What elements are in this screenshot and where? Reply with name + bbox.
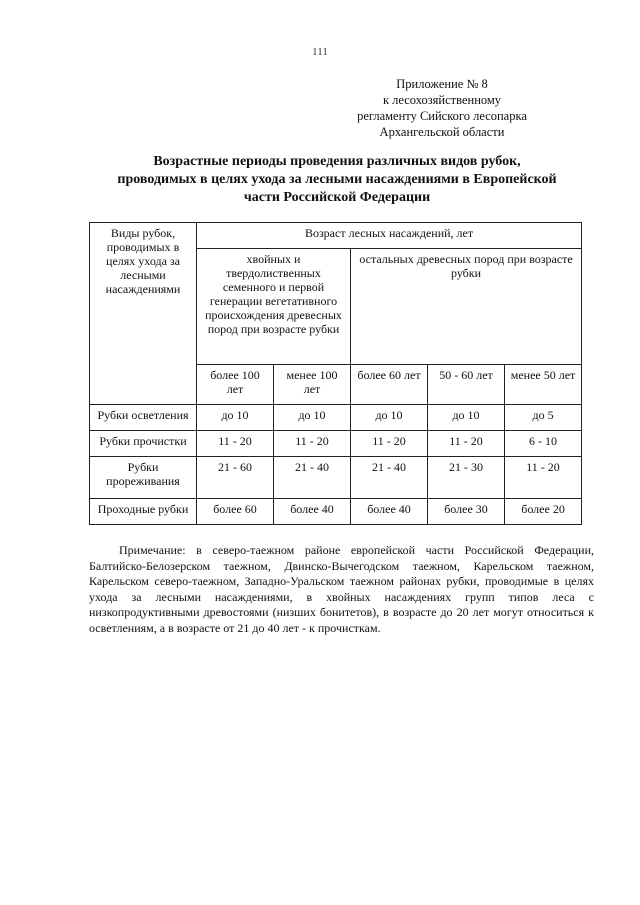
table-cell: 21 - 40 [274,457,351,499]
table-cell: до 5 [505,405,582,431]
appendix-reference [332,76,552,140]
age-header: Возраст лесных насаждений, лет [197,223,582,249]
subheader-cell: 50 - 60 лет [428,365,505,405]
table-cell: 21 - 60 [197,457,274,499]
group-header-other: остальных древесных пород при возрасте рубки [351,249,582,365]
row-label: Проходные рубки [90,499,197,525]
table-cell: более 40 [274,499,351,525]
table-cell: 11 - 20 [428,431,505,457]
group-header-coniferous: хвойных и твердолиственных семенного и первой генерации вегетативного происхождения древесных пород при возрасте рубки [197,249,351,365]
table-cell: до 10 [351,405,428,431]
table-cell: 11 - 20 [505,457,582,499]
table-row [90,499,582,525]
corner-header: Виды рубок, проводимых в целях ухода за лесными насаждениями [90,223,197,405]
document-title [92,153,582,207]
row-label: Рубки прореживания [90,457,197,499]
table-row [90,457,582,499]
subheader-cell: более 60 лет [351,365,428,405]
title-line: Возрастные периоды проведения различных видов рубок, [153,154,521,169]
table-row [90,431,582,457]
page-number: 111 [312,46,328,58]
table-cell: до 10 [197,405,274,431]
title-line: проводимых в целях ухода за лесными насаждениями в Европейской [117,172,557,187]
table-cell: до 10 [428,405,505,431]
footnote-text: Примечание: в северо-таежном районе европейской части Российской Федерации, Балтийско-Белозерском таежном, Двинско-Вычегодском таежном, Карельском таежном, Карельском северо-таежном, Западно-Уральском таежном районах рубки, проводимые в целях ухода за лесными насаждениями, в хвойных насаждениях групп типов леса с низкопродуктивными древостоями (низших бонитетов), в возрасте до 20 лет могут относиться к осветлениям, а в возрасте от 21 до 40 лет - к прочисткам. [89,543,594,635]
table-cell: 21 - 30 [428,457,505,499]
table-cell: 6 - 10 [505,431,582,457]
table-row [90,405,582,431]
subheader-cell: более 100 лет [197,365,274,405]
appendix-line: к лесохозяйственному [382,93,502,107]
row-label: Рубки прочистки [90,431,197,457]
table-cell: более 20 [505,499,582,525]
cutting-periods-table [89,222,582,525]
table-cell: 11 - 20 [197,431,274,457]
title-line: части Российской Федерации [243,190,431,205]
row-label: Рубки осветления [90,405,197,431]
table-cell: более 40 [351,499,428,525]
appendix-line: Архангельской области [379,125,505,139]
footnote [89,543,594,636]
table-cell: 11 - 20 [351,431,428,457]
table-cell: 21 - 40 [351,457,428,499]
table-cell: более 60 [197,499,274,525]
table-cell: более 30 [428,499,505,525]
table-cell: 11 - 20 [274,431,351,457]
subheader-cell: менее 100 лет [274,365,351,405]
table-cell: до 10 [274,405,351,431]
appendix-line: регламенту Сийского лесопарка [357,109,527,123]
subheader-cell: менее 50 лет [505,365,582,405]
appendix-line: Приложение № 8 [396,77,488,91]
